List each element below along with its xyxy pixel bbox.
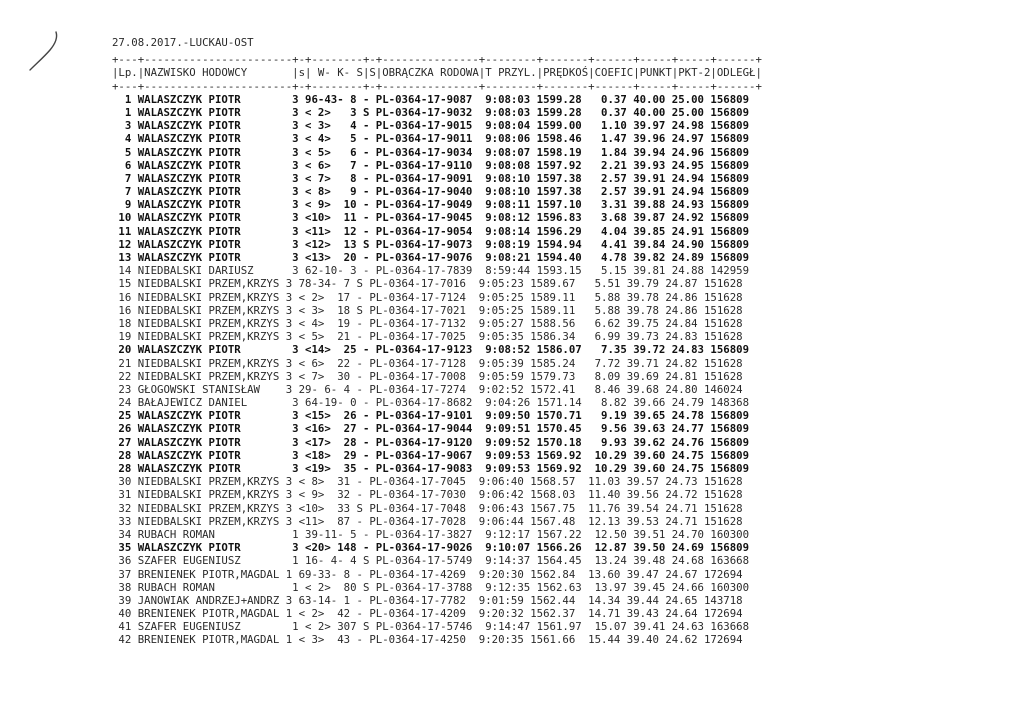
table-border-bottom: +---+-----------------------+-+--------+-+---------------+--------+-------+------+-----+-----+------+ xyxy=(112,79,762,93)
table-row: 34 RUBACH ROMAN 1 39-11- 5 - PL-0364-17-3827 9:12:17 1567.22 12.50 39.51 24.70 160300 xyxy=(112,527,750,541)
table-row: 20 WALASZCZYK PIOTR 3 <14> 25 - PL-0364-17-9123 9:08:52 1586.07 7.35 39.72 24.83 156809 xyxy=(112,343,750,357)
table-row: 27 WALASZCZYK PIOTR 3 <17> 28 - PL-0364-17-9120 9:09:52 1570.18 9.93 39.62 24.76 156809 xyxy=(112,435,750,449)
table-row: 30 NIEDBALSKI PRZEM,KRZYS 3 < 8> 31 - PL-0364-17-7045 9:06:40 1568.57 11.03 39.57 24.73 151628 xyxy=(112,475,743,489)
table-row: 1 WALASZCZYK PIOTR 3 96-43- 8 - PL-0364-17-9087 9:08:03 1599.28 0.37 40.00 25.00 156809 xyxy=(112,92,750,106)
table-row: 4 WALASZCZYK PIOTR 3 < 4> 5 - PL-0364-17-9011 9:08:06 1598.46 1.47 39.96 24.97 156809 xyxy=(112,132,750,146)
table-row: 14 NIEDBALSKI DARIUSZ 3 62-10- 3 - PL-0364-17-7839 8:59:44 1593.15 5.15 39.81 24.88 142959 xyxy=(112,264,750,278)
table-row: 23 GŁOGOWSKI STANISŁAW 3 29- 6- 4 - PL-0364-17-7274 9:02:52 1572.41 8.46 39.68 24.80 146024 xyxy=(112,382,743,396)
table-row: 7 WALASZCZYK PIOTR 3 < 7> 8 - PL-0364-17-9091 9:08:10 1597.38 2.57 39.91 24.94 156809 xyxy=(112,171,750,185)
table-row: 21 NIEDBALSKI PRZEM,KRZYS 3 < 6> 22 - PL-0364-17-7128 9:05:39 1585.24 7.72 39.71 24.82 151628 xyxy=(112,356,743,370)
table-row: 37 BRENIENEK PIOTR,MAGDAL 1 69-33- 8 - PL-0364-17-4269 9:20:30 1562.84 13.60 39.47 24.67 172694 xyxy=(112,567,743,581)
table-row: 19 NIEDBALSKI PRZEM,KRZYS 3 < 5> 21 - PL-0364-17-7025 9:05:35 1586.34 6.99 39.73 24.83 151628 xyxy=(112,330,743,344)
table-row: 26 WALASZCZYK PIOTR 3 <16> 27 - PL-0364-17-9044 9:09:51 1570.45 9.56 39.63 24.77 156809 xyxy=(112,422,750,436)
table-row: 35 WALASZCZYK PIOTR 3 <20> 148 - PL-0364-17-9026 9:10:07 1566.26 12.87 39.50 24.69 156809 xyxy=(112,541,750,555)
results-sheet xyxy=(112,36,872,647)
table-row: 41 SZAFER EUGENIUSZ 1 < 2> 307 S PL-0364-17-5746 9:14:47 1561.97 15.07 39.41 24.63 163668 xyxy=(112,620,750,634)
table-row: 16 NIEDBALSKI PRZEM,KRZYS 3 < 2> 17 - PL-0364-17-7124 9:05:25 1589.11 5.88 39.78 24.86 151628 xyxy=(112,290,743,304)
table-row: 33 NIEDBALSKI PRZEM,KRZYS 3 <11> 87 - PL-0364-17-7028 9:06:44 1567.48 12.13 39.53 24.71 151628 xyxy=(112,514,743,528)
table-row: 15 NIEDBALSKI PRZEM,KRZYS 3 78-34- 7 S PL-0364-17-7016 9:05:23 1589.67 5.51 39.79 24.87 151628 xyxy=(112,277,743,291)
table-row: 42 BRENIENEK PIOTR,MAGDAL 1 < 3> 43 - PL-0364-17-4250 9:20:35 1561.66 15.44 39.40 24.62 172694 xyxy=(112,633,743,647)
table-row: 28 WALASZCZYK PIOTR 3 <19> 35 - PL-0364-17-9083 9:09:53 1569.92 10.29 39.60 24.75 156809 xyxy=(112,462,750,475)
table-row: 16 NIEDBALSKI PRZEM,KRZYS 3 < 3> 18 S PL-0364-17-7021 9:05:25 1589.11 5.88 39.78 24.86 151628 xyxy=(112,303,743,317)
table-row: 1 WALASZCZYK PIOTR 3 < 2> 3 S PL-0364-17-9032 9:08:03 1599.28 0.37 40.00 25.00 156809 xyxy=(112,105,750,119)
table-row: 5 WALASZCZYK PIOTR 3 < 5> 6 - PL-0364-17-9034 9:08:07 1598.19 1.84 39.94 24.96 156809 xyxy=(112,145,750,159)
table-row: 13 WALASZCZYK PIOTR 3 <13> 20 - PL-0364-17-9076 9:08:21 1594.40 4.78 39.82 24.89 156809 xyxy=(112,251,750,264)
table-row: 10 WALASZCZYK PIOTR 3 <10> 11 - PL-0364-17-9045 9:08:12 1596.83 3.68 39.87 24.92 156809 xyxy=(112,211,750,225)
table-row: 7 WALASZCZYK PIOTR 3 < 8> 9 - PL-0364-17-9040 9:08:10 1597.38 2.57 39.91 24.94 156809 xyxy=(112,185,750,199)
table-row: 31 NIEDBALSKI PRZEM,KRZYS 3 < 9> 32 - PL-0364-17-7030 9:06:42 1568.03 11.40 39.56 24.72 151628 xyxy=(112,488,743,502)
table-row: 38 RUBACH ROMAN 1 < 2> 80 S PL-0364-17-3788 9:12:35 1562.63 13.97 39.45 24.66 160300 xyxy=(112,580,750,594)
table-border-top: +---+-----------------------+-+--------+-+---------------+--------+-------+------+-----+-----+------+ xyxy=(112,53,762,67)
table-header: |Lp.|NAZWISKO HODOWCY |s| W- K- S|S|OBRĄCZKA RODOWA|T PRZYL.|PRĘDKOŚ|COEFIC|PUNKT|PKT-2|ODLEGŁ| xyxy=(112,66,762,80)
table-row: 39 JANOWIAK ANDRZEJ+ANDRZ 3 63-14- 1 - PL-0364-17-7782 9:01:59 1562.44 14.34 39.44 24.65 143718 xyxy=(112,593,743,607)
table-row: 28 WALASZCZYK PIOTR 3 <18> 29 - PL-0364-17-9067 9:09:53 1569.92 10.29 39.60 24.75 156809 xyxy=(112,448,750,462)
table-row: 36 SZAFER EUGENIUSZ 1 16- 4- 4 S PL-0364-17-5749 9:14:37 1564.45 13.24 39.48 24.68 163668 xyxy=(112,554,750,568)
table-row: 11 WALASZCZYK PIOTR 3 <11> 12 - PL-0364-17-9054 9:08:14 1596.29 4.04 39.85 24.91 156809 xyxy=(112,224,750,238)
table-row: 24 BAŁAJEWICZ DANIEL 3 64-19- 0 - PL-0364-17-8682 9:04:26 1571.14 8.82 39.66 24.79 148368 xyxy=(112,396,750,410)
table-row: 6 WALASZCZYK PIOTR 3 < 6> 7 - PL-0364-17-9110 9:08:08 1597.92 2.21 39.93 24.95 156809 xyxy=(112,158,750,172)
table-row: 22 NIEDBALSKI PRZEM,KRZYS 3 < 7> 30 - PL-0364-17-7008 9:05:59 1579.73 8.09 39.69 24.81 151628 xyxy=(112,369,743,383)
table-row: 40 BRENIENEK PIOTR,MAGDAL 1 < 2> 42 - PL-0364-17-4209 9:20:32 1562.37 14.71 39.43 24.64 172694 xyxy=(112,607,743,621)
table-row: 32 NIEDBALSKI PRZEM,KRZYS 3 <10> 33 S PL-0364-17-7048 9:06:43 1567.75 11.76 39.54 24.71 151628 xyxy=(112,501,743,515)
table-row: 9 WALASZCZYK PIOTR 3 < 9> 10 - PL-0364-17-9049 9:08:11 1597.10 3.31 39.88 24.93 156809 xyxy=(112,198,750,212)
table-row: 12 WALASZCZYK PIOTR 3 <12> 13 S PL-0364-17-9073 9:08:19 1594.94 4.41 39.84 24.90 156809 xyxy=(112,237,750,251)
results-table-body xyxy=(112,93,872,647)
report-title: 27.08.2017.-LUCKAU-OST xyxy=(112,36,254,49)
pen-stroke-mark xyxy=(26,28,66,74)
table-row: 3 WALASZCZYK PIOTR 3 < 3> 4 - PL-0364-17-9015 9:08:04 1599.00 1.10 39.97 24.98 156809 xyxy=(112,119,750,133)
table-row: 25 WALASZCZYK PIOTR 3 <15> 26 - PL-0364-17-9101 9:09:50 1570.71 9.19 39.65 24.78 156809 xyxy=(112,409,750,423)
table-row: 18 NIEDBALSKI PRZEM,KRZYS 3 < 4> 19 - PL-0364-17-7132 9:05:27 1588.56 6.62 39.75 24.84 151628 xyxy=(112,316,743,330)
